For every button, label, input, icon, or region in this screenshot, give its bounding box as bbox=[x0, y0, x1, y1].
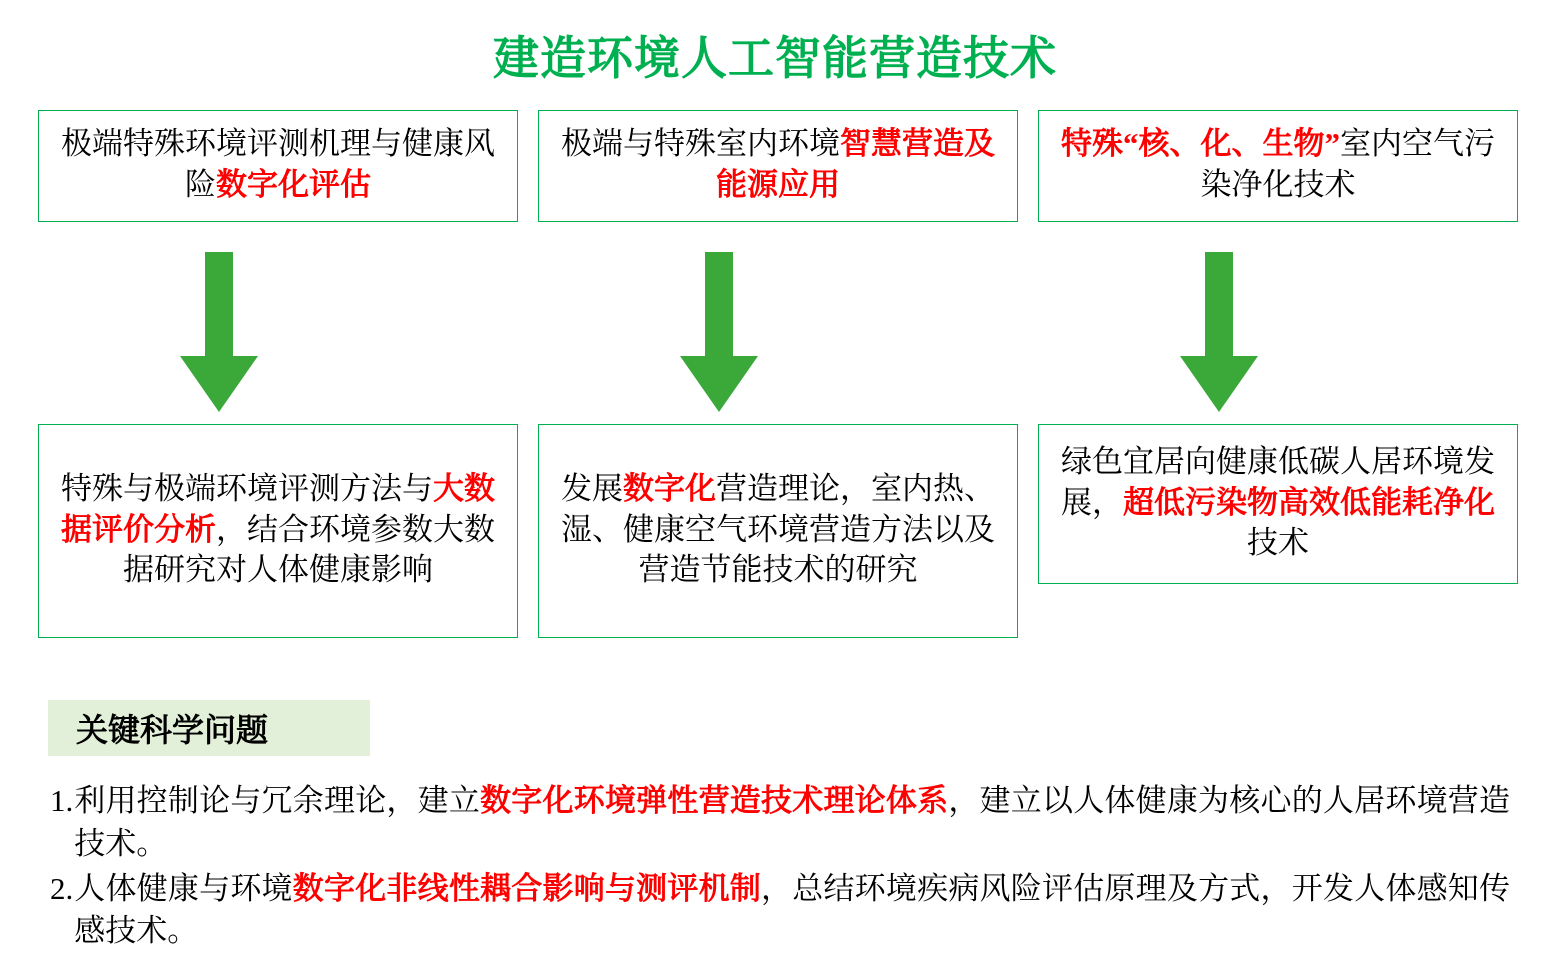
key-question-label: 关键科学问题 bbox=[48, 700, 370, 756]
top-box-2 bbox=[538, 110, 1018, 222]
list-item-number: 2. bbox=[50, 870, 74, 906]
list-item bbox=[50, 868, 1510, 954]
down-arrow-icon-3 bbox=[1180, 252, 1258, 412]
bottom-box-row bbox=[38, 424, 1518, 638]
bottom-box-2-text: 发展数字化营造理论，室内热、湿、健康空气环境营造方法以及营造节能技术的研究 bbox=[561, 470, 995, 588]
bottom-box-1-text: 特殊与极端环境评测方法与大数据评价分析，结合环境参数大数据研究对人体健康影响 bbox=[61, 470, 495, 588]
top-box-3-text: 特殊“核、化、生物”室内空气污染净化技术 bbox=[1061, 126, 1495, 202]
bottom-box-2 bbox=[538, 424, 1018, 638]
top-box-3 bbox=[1038, 110, 1518, 222]
key-question-list bbox=[50, 780, 1510, 955]
list-item bbox=[50, 780, 1510, 866]
list-item-text: 利用控制论与冗余理论，建立数字化环境弹性营造技术理论体系，建立以人体健康为核心的人居环境营造技术。 bbox=[74, 783, 1511, 861]
down-arrow-icon-1 bbox=[180, 252, 258, 412]
top-box-1-text: 极端特殊环境评测机理与健康风险数字化评估 bbox=[61, 126, 495, 202]
list-item-number: 1. bbox=[50, 783, 74, 818]
bottom-box-3-text: 绿色宜居向健康低碳人居环境发展，超低污染物高效低能耗净化技术 bbox=[1061, 443, 1495, 561]
list-item-text: 人体健康与环境数字化非线性耦合影响与测评机制，总结环境疾病风险评估原理及方式，开发人体感知传感技术。 bbox=[74, 870, 1511, 949]
page-title: 建造环境人工智能营造技术 bbox=[493, 31, 1057, 85]
top-box-2-text: 极端与特殊室内环境智慧营造及能源应用 bbox=[561, 126, 995, 202]
top-box-row bbox=[38, 110, 1518, 222]
down-arrow-icon-2 bbox=[680, 252, 758, 412]
bottom-box-3 bbox=[1038, 424, 1518, 584]
top-box-1 bbox=[38, 110, 518, 222]
bottom-box-1 bbox=[38, 424, 518, 638]
